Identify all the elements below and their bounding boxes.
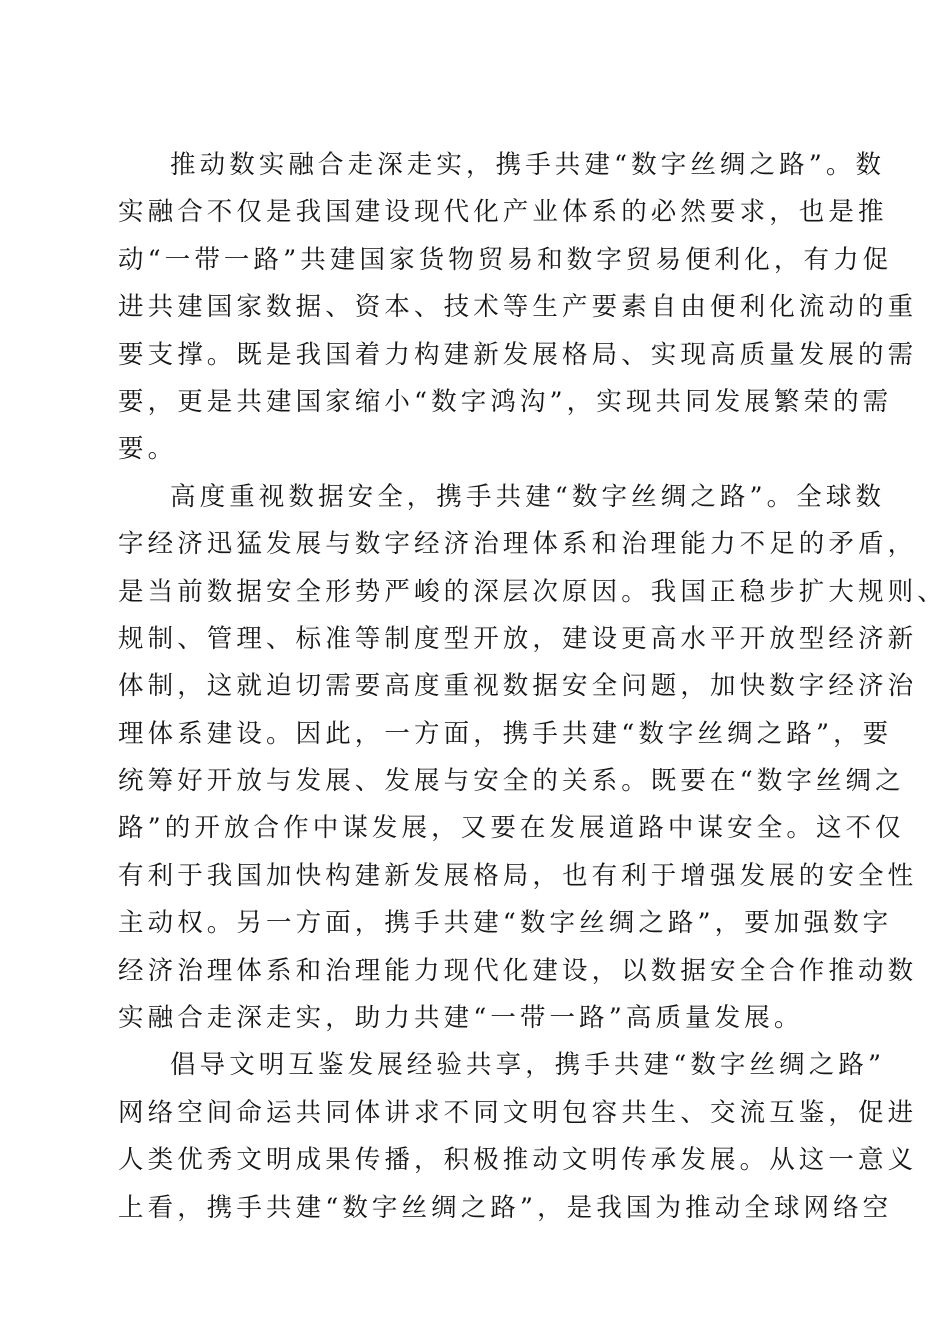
text-line: 理体系建设。因此，一方面，携手共建“数字丝绸之路”，要 <box>118 718 893 749</box>
text-line: 要，更是共建国家缩小“数字鸿沟”，实现共同发展繁荣的需 <box>118 386 893 417</box>
text-line: 经济治理体系和治理能力现代化建设，以数据安全合作推动数 <box>118 955 918 986</box>
text-line: 统筹好开放与发展、发展与安全的关系。既要在“数字丝绸之 <box>118 766 905 797</box>
text-line: 体制，这就迫切需要高度重视数据安全问题，加快数字经济治 <box>118 671 918 702</box>
text-line: 倡导文明互鉴发展经验共享，携手共建“数字丝绸之路” <box>170 1050 886 1081</box>
text-line: 要支撑。既是我国着力构建新发展格局、实现高质量发展的需 <box>118 339 918 370</box>
text-line: 网络空间命运共同体讲求不同文明包容共生、交流互鉴，促进 <box>118 1097 918 1128</box>
paragraph-3 <box>118 1042 918 1232</box>
text-line: 字经济迅猛发展与数字经济治理体系和治理能力不足的矛盾， <box>118 529 918 560</box>
text-line: 是当前数据安全形势严峻的深层次原因。我国正稳步扩大规则、 <box>118 576 947 607</box>
document-body <box>118 142 947 1232</box>
text-line: 主动权。另一方面，携手共建“数字丝绸之路”，要加强数字 <box>118 908 893 939</box>
text-line: 路”的开放合作中谋发展，又要在发展道路中谋安全。这不仅 <box>118 813 905 844</box>
text-line: 进共建国家数据、资本、技术等生产要素自由便利化流动的重 <box>118 292 918 323</box>
paragraph-2 <box>118 474 947 1043</box>
text-line: 高度重视数据安全，携手共建“数字丝绸之路”。全球数 <box>170 481 886 512</box>
text-line: 推动数实融合走深走实，携手共建“数字丝绸之路”。数 <box>170 150 886 180</box>
text-line: 实融合不仅是我国建设现代化产业体系的必然要求，也是推 <box>118 197 888 228</box>
text-line: 人类优秀文明成果传播，积极推动文明传承发展。从这一意义 <box>118 1145 918 1176</box>
text-line: 上看，携手共建“数字丝绸之路”，是我国为推动全球网络空 <box>118 1192 893 1223</box>
text-line: 有利于我国加快构建新发展格局，也有利于增强发展的安全性 <box>118 860 918 891</box>
text-line: 实融合走深走实，助力共建“一带一路”高质量发展。 <box>118 1003 804 1034</box>
text-line: 规制、管理、标准等制度型开放，建设更高水平开放型经济新 <box>118 623 918 654</box>
paragraph-1 <box>118 142 918 474</box>
text-line: 要。 <box>118 434 178 465</box>
text-line: 动“一带一路”共建国家货物贸易和数字贸易便利化，有力促 <box>118 244 893 275</box>
